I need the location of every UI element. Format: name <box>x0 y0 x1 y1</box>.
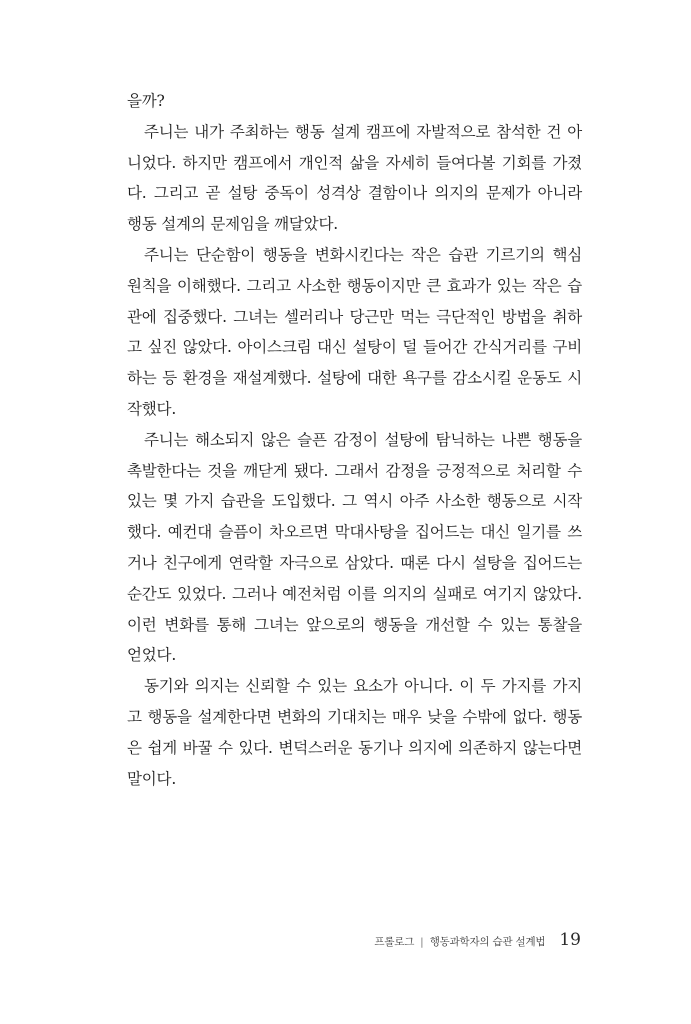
page-footer <box>374 930 581 950</box>
text-line: 주니는 해소되지 않은 슬픈 감정이 설탕에 탐닉하는 나쁜 행동을 <box>144 430 582 449</box>
footer-separator: | <box>420 936 424 948</box>
text-line: 했다. 예컨대 슬픔이 차오르면 막대사탕을 집어드는 대신 일기를 쓰 <box>127 523 582 542</box>
text-line: 은 쉽게 바꿀 수 있다. 변덕스러운 동기나 의지에 의존하지 않는다면 <box>127 738 582 757</box>
text-line: 거나 친구에게 연락할 자극으로 삼았다. 때론 다시 설탕을 집어드는 <box>127 553 582 572</box>
body-text <box>127 86 582 794</box>
text-line: 원칙을 이해했다. 그리고 사소한 행동이지만 큰 효과가 있는 작은 습 <box>127 276 582 295</box>
text-line: 하는 등 환경을 재설계했다. 설탕에 대한 욕구를 감소시킬 운동도 시 <box>127 369 582 388</box>
footer-section-title: 프롤로그 <box>374 936 415 948</box>
text-line: 주니는 단순함이 행동을 변화시킨다는 작은 습관 기르기의 핵심 <box>144 245 582 264</box>
text-line: 을까? <box>127 92 165 110</box>
text-line: 촉발한다는 것을 깨닫게 됐다. 그래서 감정을 긍정적으로 처리할 수 <box>127 461 582 480</box>
text-line: 주니는 내가 주최하는 행동 설계 캠프에 자발적으로 참석한 건 아 <box>144 122 582 141</box>
text-line: 관에 집중했다. 그녀는 셀러리나 당근만 먹는 극단적인 방법을 취하 <box>127 307 582 326</box>
text-line: 행동 설계의 문제임을 깨달았다. <box>127 215 338 234</box>
text-line: 고 싶진 않았다. 아이스크림 대신 설탕이 덜 들어간 간식거리를 구비 <box>127 338 582 357</box>
text-line: 다. 그리고 곧 설탕 중독이 성격상 결함이나 의지의 문제가 아니라 <box>127 184 582 203</box>
text-line: 이런 변화를 통해 그녀는 앞으로의 행동을 개선할 수 있는 통찰을 <box>127 615 582 634</box>
text-line: 작했다. <box>127 399 177 418</box>
text-line: 동기와 의지는 신뢰할 수 있는 요소가 아니다. 이 두 가지를 가지 <box>144 677 582 696</box>
text-line: 순간도 있었다. 그러나 예전처럼 이를 의지의 실패로 여기지 않았다. <box>127 584 582 603</box>
page-number: 19 <box>559 930 581 950</box>
text-line: 니었다. 하지만 캠프에서 개인적 삶을 자세히 들여다볼 기회를 가졌 <box>127 153 582 172</box>
text-line: 말이다. <box>127 769 177 788</box>
text-line: 얻었다. <box>127 646 177 665</box>
footer-book-title: 행동과학자의 습관 설계법 <box>429 936 546 948</box>
text-line: 있는 몇 가지 습관을 도입했다. 그 역시 아주 사소한 행동으로 시작 <box>127 492 582 511</box>
text-line: 고 행동을 설계한다면 변화의 기대치는 매우 낮을 수밖에 없다. 행동 <box>127 707 582 726</box>
